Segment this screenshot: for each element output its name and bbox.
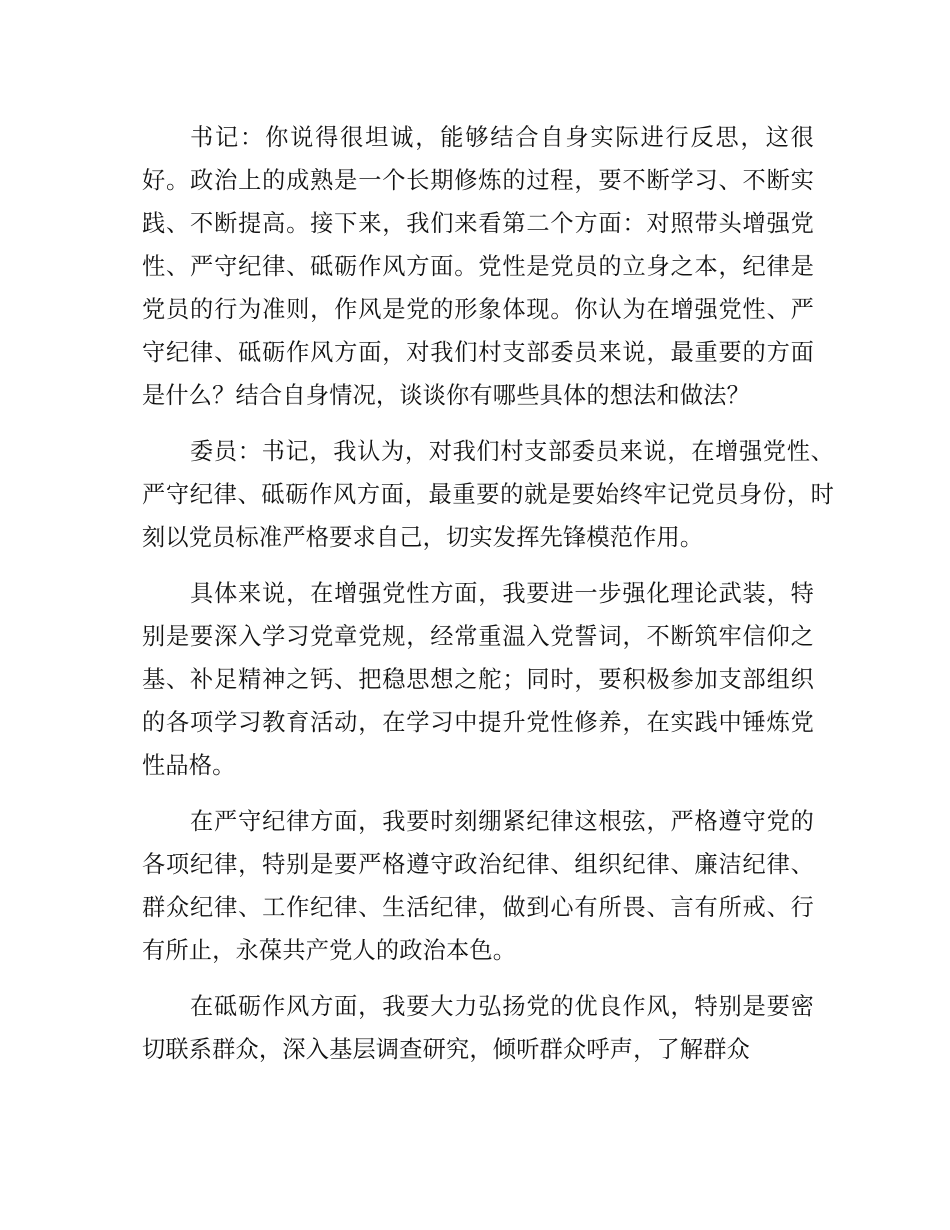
paragraph-work-style: 在砥砺作风方面，我要大力弘扬党的优良作风，特别是要密切联系群众，深入基层调查研究，倾听群众呼声，了解群众: [142, 993, 814, 1063]
paragraph-member-answer: 委员：书记，我认为，对我们村支部委员来说，在增强党性、严守纪律、砥砺作风方面，最重要的就是要始终牢记党员身份，时刻以党员标准严格要求自己，切实发挥先锋模范作用。: [142, 438, 834, 551]
paragraph-party-spirit: 具体来说，在增强党性方面，我要进一步强化理论武装，特别是要深入学习党章党规，经常重温入党誓词，不断筑牢信仰之基、补足精神之钙、把稳思想之舵；同时，要积极参加支部组织的各项学习教育活动，在学习中提升党性修养，在实践中锤炼党性品格。: [142, 580, 814, 779]
paragraph-discipline: 在严守纪律方面，我要时刻绷紧纪律这根弦，严格遵守党的各项纪律，特别是要严格遵守政治纪律、组织纪律、廉洁纪律、群众纪律、工作纪律、生活纪律，做到心有所畏、言有所戒、行有所止，永葆共产党人的政治本色。: [142, 808, 814, 964]
paragraph-secretary-question: 书记：你说得很坦诚，能够结合自身实际进行反思，这很好。政治上的成熟是一个长期修炼的过程，要不断学习、不断实践、不断提高。接下来，我们来看第二个方面：对照带头增强党性、严守纪律、砥砺作风方面。党性是党员的立身之本，纪律是党员的行为准则，作风是党的形象体现。你认为在增强党性、严守纪律、砥砺作风方面，对我们村支部委员来说，最重要的方面是什么？结合自身情况，谈谈你有哪些具体的想法和做法？: [142, 124, 814, 409]
document-page: [142, 116, 834, 1084]
